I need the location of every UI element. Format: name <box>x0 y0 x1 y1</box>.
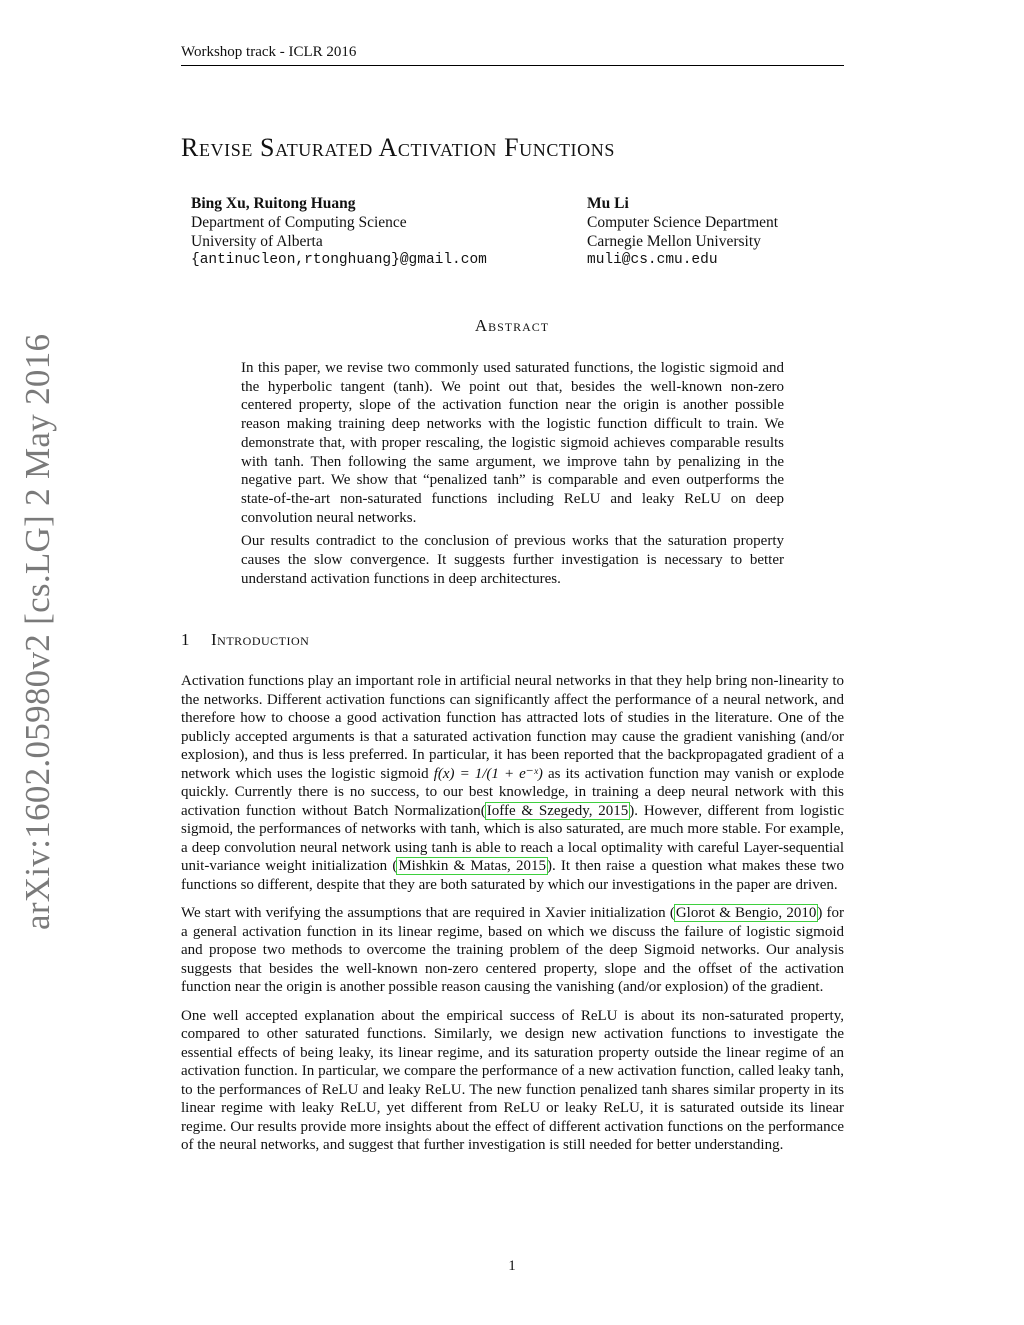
section-title: Introduction <box>211 630 310 649</box>
text-run: ). It then raise a question what makes these two functions so different, despite that they are both saturated by which our investigations in the paper are driven. <box>181 858 844 893</box>
body-paragraph <box>181 904 844 997</box>
body-paragraph <box>181 672 844 894</box>
inline-math: f(x) = 1/(1 + e⁻ˣ) <box>433 765 543 782</box>
citation-author: Mishkin & Matas <box>398 858 508 874</box>
citation-separator: , <box>507 858 516 874</box>
body-paragraph: One well accepted explanation about the empirical success of ReLU is about its non-saturated property, compared to other saturated functions. Similarly, we design new activation functions to investigate the essential effects of being leaky, its linear regime, and its saturation property outside the linear regime of an activation function. In particular, we compare the performance of a new activation function, called leaky tanh, to the performances of ReLU and leaky ReLU. The new function penalized tanh shares similar property in its linear regime with leaky ReLU, yet different from ReLU or leaky ReLU, it is saturated outside its linear regime. Our results provide more insights about the effect of different activation functions on the performance of the neural networks, and suggest that further investigation is still needed for better understanding. <box>181 1007 844 1153</box>
paper-title: Revise Saturated Activation Functions <box>181 133 615 162</box>
section-heading-introduction <box>181 630 309 650</box>
citation-year: 2015 <box>598 802 629 819</box>
section-number: 1 <box>181 630 190 649</box>
author-names: Bing Xu, Ruitong Huang <box>191 195 356 212</box>
text-run: ). However, different from logistic sigmoid, the performances of networks with tanh, which is also saturated, are much more stable. For example, a deep convolution neural network using tanh is able to reach a local optimality with careful Layer-sequential unit-variance weight initialization ( <box>181 802 845 874</box>
abstract-paragraph: Our results contradict to the conclusion of previous works that the saturation property causes the slow convergence. It suggests further investigation is necessary to better understand activation functions in deep architectures. <box>241 533 784 587</box>
citation-link[interactable] <box>486 803 630 819</box>
author-department: Computer Science Department <box>587 214 779 231</box>
text-run: as its activation function may vanish or explode quickly. Currently there is no success, to our best knowledge, in training a deep neural network with this activation function without Batch Normalization( <box>181 765 844 819</box>
author-department: Department of Computing Science <box>191 214 407 231</box>
text-run: We start with verifying the assumptions that are required in Xavier initialization ( <box>181 905 675 921</box>
author-block-left <box>191 194 487 270</box>
page-number: 1 <box>508 1258 516 1274</box>
author-institution: Carnegie Mellon University <box>587 233 761 250</box>
arxiv-stamp: arXiv:1602.05980v2 [cs.LG] 2 May 2016 <box>18 333 57 930</box>
citation-year: 2010 <box>786 905 817 921</box>
abstract-heading: Abstract <box>474 316 550 335</box>
text-run: ) for a general activation function in its linear regime, based on which we discuss the failure of logistic sigmoid and propose two methods to overcome the training problem of the deep Sigmoid networks. Our analysis suggests that besides the well-known non-zero centered property, slope and the offset of the activation function near the origin is another possible reason causing the vanishing (and/or explosion) of the gradient. <box>181 905 844 995</box>
author-email: muli@cs.cmu.edu <box>587 252 718 268</box>
citation-author: Glorot & Bengio <box>675 905 779 921</box>
introduction-body <box>181 672 844 1165</box>
author-institution: University of Alberta <box>191 233 323 250</box>
citation-author: Ioffe & Szegedy <box>486 802 589 819</box>
citation-year: 2015 <box>515 858 546 874</box>
author-block-right <box>587 194 778 270</box>
author-email: {antinucleon,rtonghuang}@gmail.com <box>191 252 487 268</box>
text-run: Activation functions play an important role in artificial neural networks in that they help bring non-linearity to the networks. Different activation functions can significantly affect the performance of a neural network, and therefore how to choose a good activation function has attracted lots of studies in the literature. One of the publicly accepted arguments is that a saturated activation function may cause the gradient vanishing (and/or explosion), and thus is less preferred. In particular, it has been reported that the backpropagated gradient of a network which uses the logistic sigmoid <box>181 673 844 782</box>
running-head: Workshop track - ICLR 2016 <box>181 44 844 66</box>
citation-separator: , <box>588 802 599 819</box>
citation-link[interactable] <box>675 905 817 921</box>
abstract-body <box>241 359 784 593</box>
citation-separator: , <box>778 905 787 921</box>
citation-link[interactable] <box>397 858 547 874</box>
author-names: Mu Li <box>587 195 629 212</box>
abstract-paragraph: In this paper, we revise two commonly used saturated functions, the logistic sigmoid and the hyperbolic tangent (tanh). We point out that, besides the well-known non-zero centered property, slope of the activation function near the origin is another possible reason making training deep networks with the logistic function difficult to train. We demonstrate that, with proper rescaling, the logistic sigmoid achieves comparable results with tanh. Then following the same argument, we improve tahn by penalizing in the negative part. We show that “penalized tanh” is comparable and even outperforms the state-of-the-art non-saturated functions including ReLU and leaky ReLU on deep convolution neural networks. <box>241 360 784 526</box>
